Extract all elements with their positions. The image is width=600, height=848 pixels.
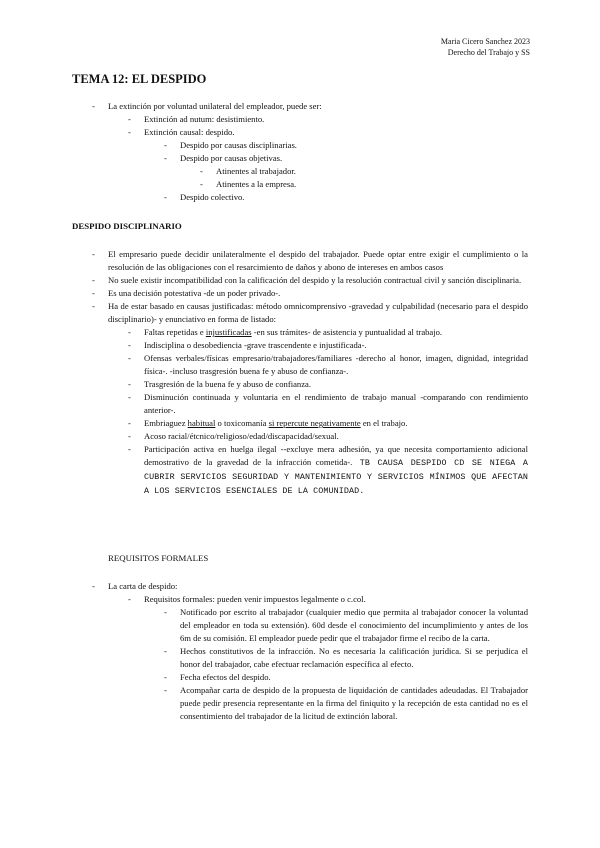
disciplinary-list: [0, 248, 600, 498]
page-header: [441, 36, 530, 58]
bullet: -: [128, 594, 131, 604]
cause-item: - Indisciplina o desobediencia -grave trascendente e injustificada-.: [128, 340, 367, 350]
bullet: -: [128, 353, 131, 363]
cause-item: - Trasgresión de la buena fe y abuso de confianza.: [128, 379, 311, 389]
bullet: -: [92, 249, 95, 259]
bullet: -: [128, 327, 131, 337]
bullet: -: [92, 101, 95, 111]
cause-item: - Disminución continuada y voluntaria en el rendimiento de trabajo manual -comparando con rendimiento anterior-.: [128, 392, 528, 415]
bullet: -: [92, 288, 95, 298]
list-item: - La extinción por voluntad unilateral del empleador, puede ser:: [92, 101, 322, 111]
outline-list: [0, 100, 600, 204]
bullet: -: [200, 166, 203, 176]
header-subject: Derecho del Trabajo y SS: [447, 48, 530, 57]
bullet: -: [128, 114, 131, 124]
cause-item: - Acoso racial/étcnico/religioso/edad/discapacidad/sexual.: [128, 431, 339, 441]
list-item: - Requisitos formales: pueden venir impuestos legalmente o c.col.: [128, 594, 366, 604]
cause-item: - Participación activa en huelga ilegal --excluye mera adhesión, ya que necesita comportamiento adicional demostrativo de la gravedad de la infracción cometida-. TB CAUSA DESPIDO CD SE NIEGA A CUBRIR SERVICIOS SEGURIDAD Y MANTENIMIENTO Y SERVICIOS MÍNIMOS QUE AFECTAN A LOS SERVICIOS ESENCIALES DE LA COMUNIDAD.: [128, 444, 528, 496]
bullet: -: [164, 153, 167, 163]
requirement-item: - Notificado por escrito al trabajador (cualquier medio que permita al trabajador conocer la voluntad del empleador en toda su extensión). 60d desde el conocimiento del incumplimiento y antes de los 6m de su comisión. El empleador puede pedir que el trabajador firme el recibo de la carta.: [164, 607, 528, 643]
bullet: -: [92, 275, 95, 285]
section-heading-formal: REQUISITOS FORMALES: [108, 553, 209, 563]
bullet: -: [92, 301, 95, 311]
list-item: - Es una decisión potestativa -de un poder privado-.: [92, 288, 281, 298]
cause-item: - Embriaguez habitual o toxicomanía si repercute negativamente en el trabajo.: [128, 418, 408, 428]
bullet: -: [200, 179, 203, 189]
requirement-item: - Acompañar carta de despido de la propuesta de liquidación de cantidades adeudadas. El Trabajador puede pedir presencia representante en la firma del finiquito y la recepción de esta cantidad no es el consentimiento del trabajador de la licitud de extinción laboral.: [164, 685, 528, 721]
requirement-item: - Hechos constitutivos de la infracción. No es necesaria la calificación jurídica. Si se perjudica el honor del trabajador, cabe efectuar reclamación específica al efecto.: [164, 646, 528, 669]
list-item: - Despido por causas objetivas.: [164, 153, 283, 163]
bullet: -: [128, 392, 131, 402]
formal-list: [0, 580, 600, 723]
bullet: -: [128, 431, 131, 441]
bullet: -: [164, 607, 167, 617]
section-heading-disciplinary: DESPIDO DISCIPLINARIO: [72, 221, 182, 231]
list-item: - El empresario puede decidir unilateralmente el despido del trabajador. Puede optar entre exigir el cumplimiento o la resolución de las obligaciones con el resarcimiento de daños y abono de intereses en ambos casos: [92, 249, 528, 272]
bullet: -: [128, 444, 131, 454]
header-author: Maria Cicero Sanchez 2023: [440, 37, 530, 46]
list-item: - Despido por causas disciplinarias.: [164, 140, 297, 150]
bullet: -: [128, 418, 131, 428]
list-item: - La carta de despido:: [92, 581, 178, 591]
emphasis-text: TB CAUSA DESPIDO CD SE NIEGA A CUBRIR SERVICIOS SEGURIDAD Y MANTENIMIENTO Y SERVICIOS MÍNIMOS QUE AFECTAN A LOS SERVICIOS ESENCIALES DE LA COMUNIDAD.: [144, 458, 528, 496]
list-item: - Ha de estar basado en causas justificadas: método omnicomprensivo -gravedad y culpabilidad (necesario para el despido disciplinario)- y enunciativo en forma de listado:: [92, 301, 528, 324]
bullet: -: [164, 672, 167, 682]
bullet: -: [164, 192, 167, 202]
bullet: -: [164, 646, 167, 656]
bullet: -: [128, 379, 131, 389]
list-item: - Extinción ad nutum: desistimiento.: [128, 114, 265, 124]
bullet: -: [92, 581, 95, 591]
bullet: -: [128, 127, 131, 137]
cause-item: - Ofensas verbales/físicas empresario/trabajadores/familiares -derecho al honor, imagen, dignidad, integridad física-. -incluso trasgresión buena fe y abuso de confianza-.: [128, 353, 528, 376]
bullet: -: [164, 685, 167, 695]
bullet: -: [128, 340, 131, 350]
list-item: - Extinción causal: despido.: [128, 127, 235, 137]
page-title: TEMA 12: EL DESPIDO: [72, 72, 207, 86]
list-item: - Atinentes a la empresa.: [200, 179, 297, 189]
list-item: - Atinentes al trabajador.: [200, 166, 296, 176]
bullet: -: [164, 140, 167, 150]
cause-item: - Faltas repetidas e injustificadas -en sus trámites- de asistencia y puntualidad al trabajo.: [128, 327, 443, 337]
list-item: - No suele existir incompatibilidad con la calificación del despido y la resolución contractual civil y sanción disciplinaria.: [92, 275, 522, 285]
requirement-item: - Fecha efectos del despido.: [164, 672, 271, 682]
list-item: - Despido colectivo.: [164, 192, 245, 202]
